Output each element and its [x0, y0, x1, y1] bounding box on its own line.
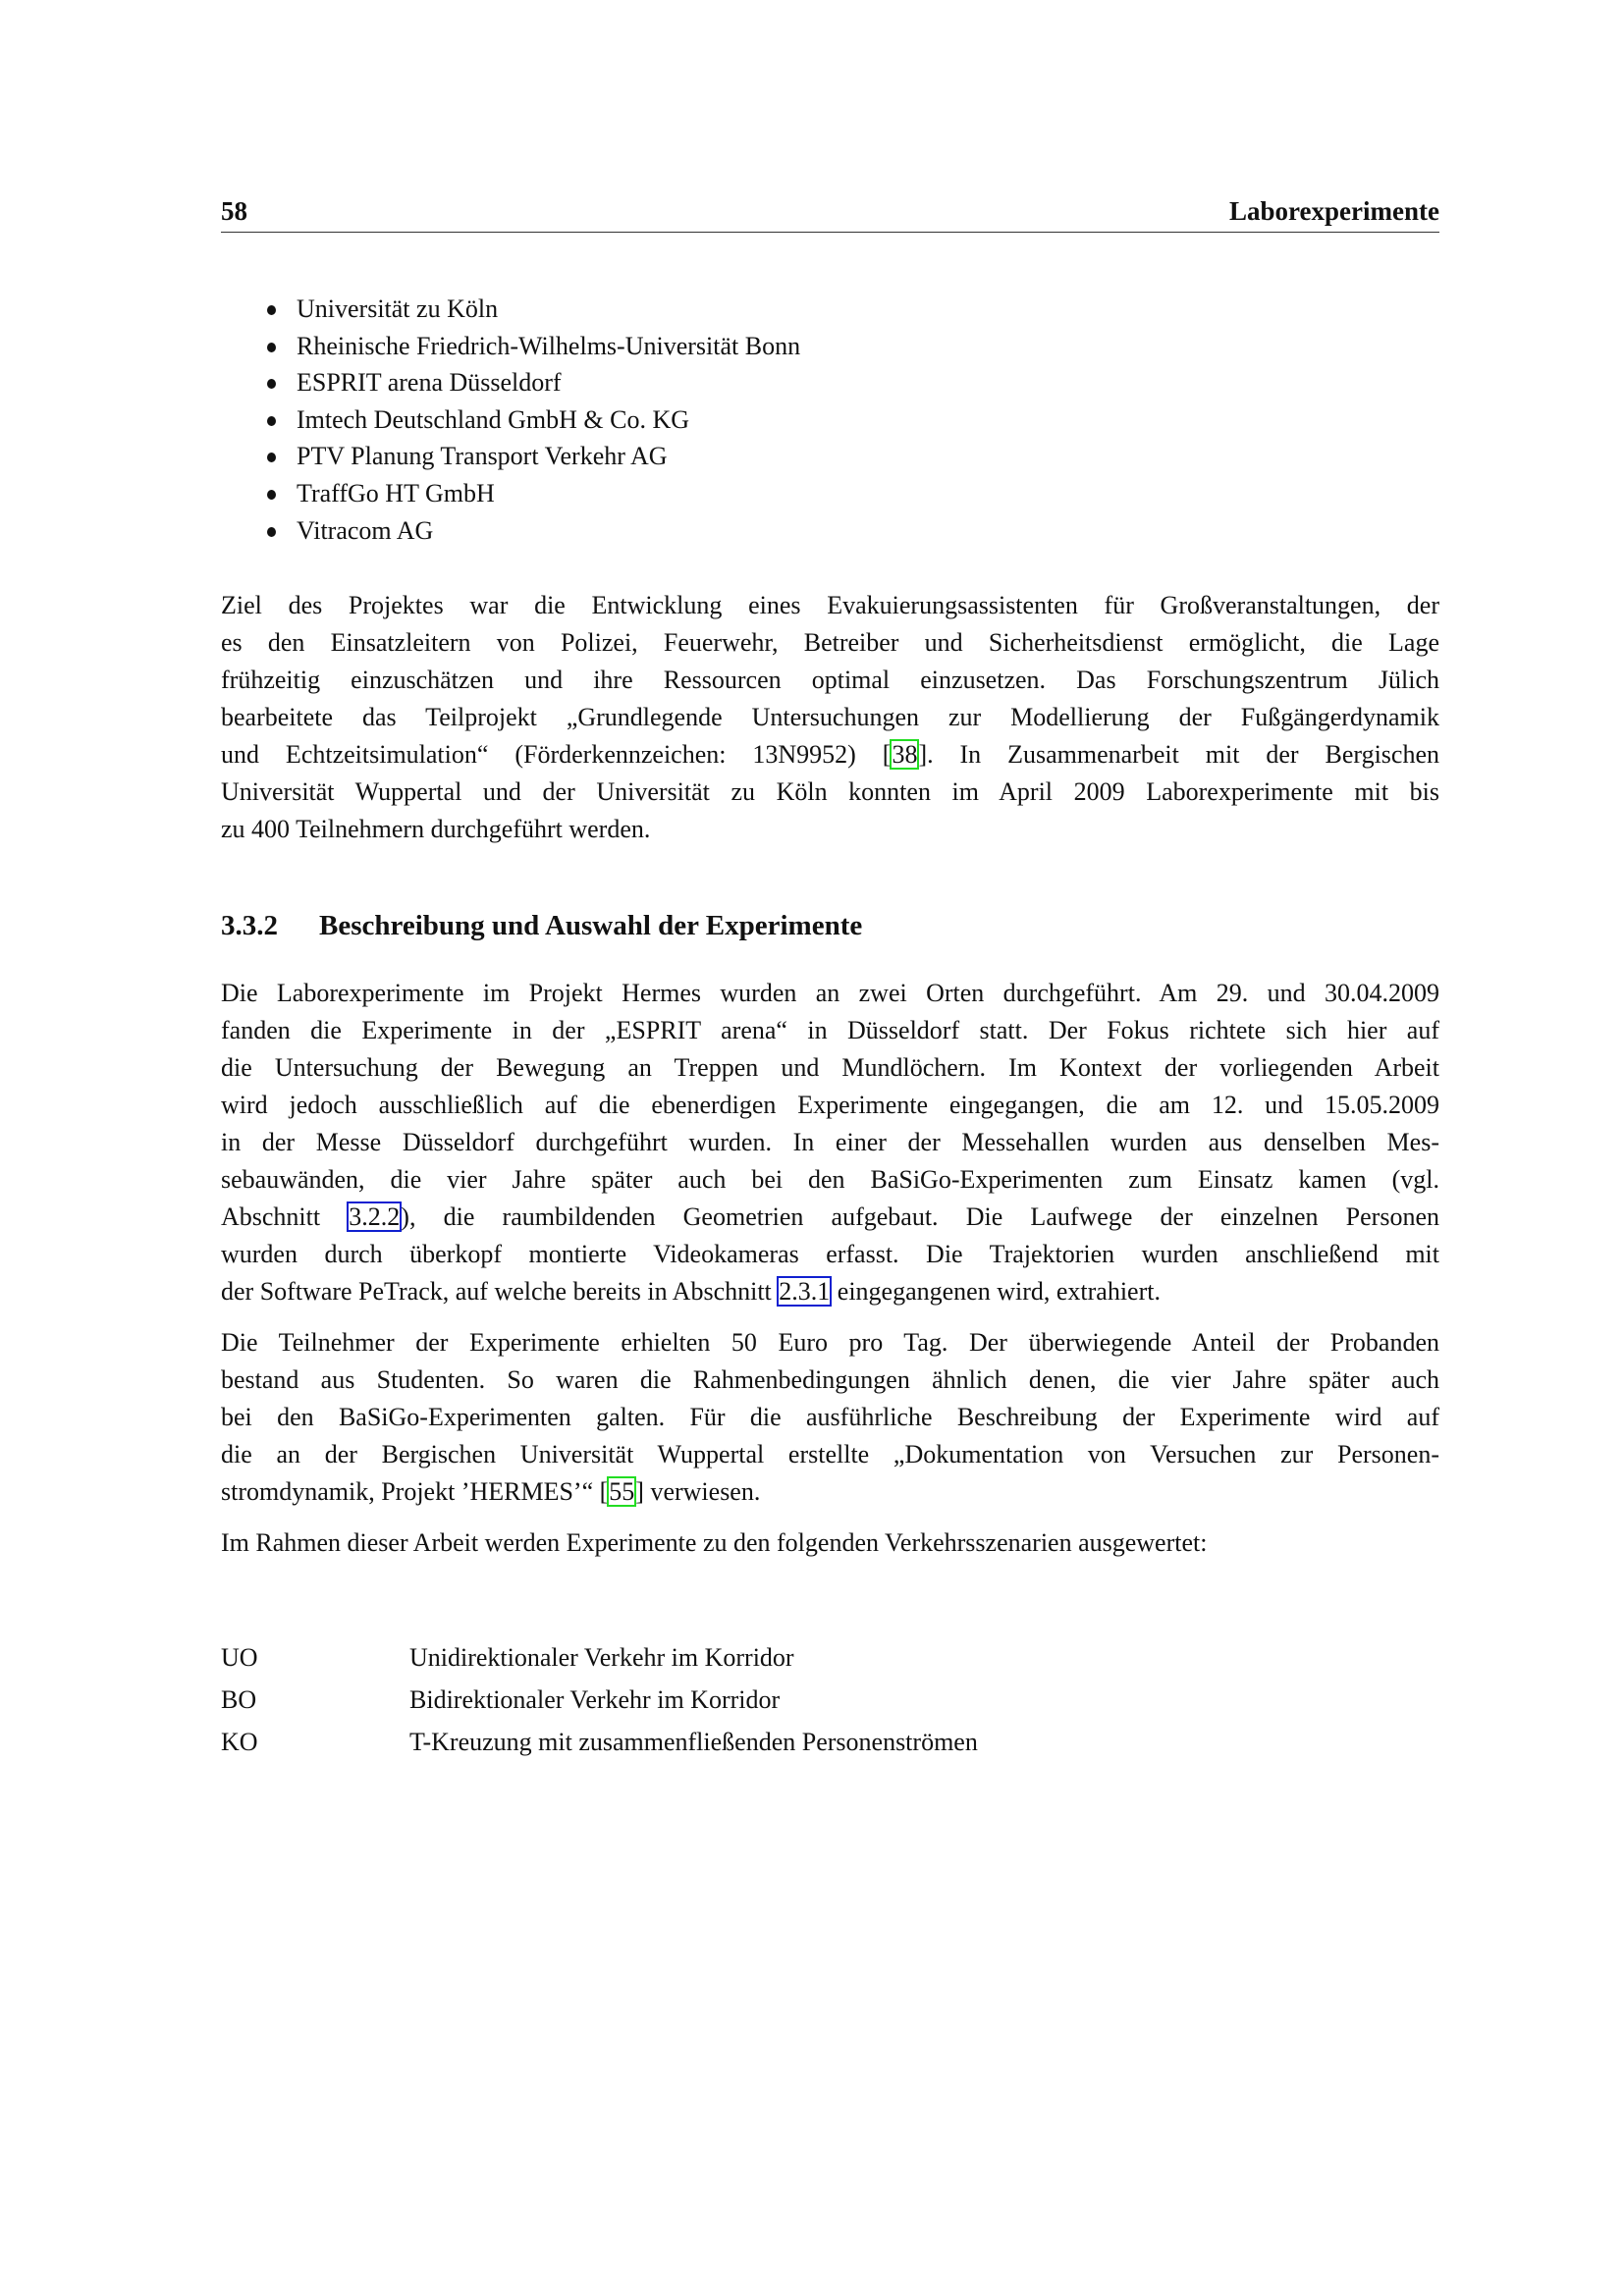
text-segment: ] verwiesen.: [635, 1477, 761, 1506]
text-segment: Universität Wuppertal und der Universität zu Köln konnten im April 2009 Laborexperimente mit bis: [221, 777, 1439, 806]
text-segment: bestand aus Studenten. So waren die Rahmenbedingungen ähnlich denen, die vier Jahre später auch: [221, 1365, 1439, 1394]
text-line: [221, 1161, 1439, 1199]
scenario-row: [221, 1636, 1439, 1679]
running-header: [221, 194, 1439, 233]
text-line: [221, 624, 1439, 662]
text-segment: in der Messe Düsseldorf durchgeführt wurden. In einer der Messehallen wurden aus denselben Mes-: [221, 1128, 1439, 1156]
text-line: [221, 1124, 1439, 1161]
text-segment: die an der Bergischen Universität Wuppertal erstellte „Dokumentation von Versuchen zur Personen-: [221, 1440, 1439, 1468]
text-line: [221, 774, 1439, 811]
text-segment: stromdynamik, Projekt ’HERMES’“ [: [221, 1477, 609, 1506]
chapter-title: Laborexperimente: [1229, 196, 1439, 226]
page-number: 58: [221, 196, 247, 226]
text-segment: Die Teilnehmer der Experimente erhielten 50 Euro pro Tag. Der überwiegende Anteil der Probanden: [221, 1328, 1439, 1357]
text-segment: die Untersuchung der Bewegung an Treppen und Mundlöchern. Im Kontext der vorliegenden Arbeit: [221, 1053, 1439, 1082]
text-segment: Im Rahmen dieser Arbeit werden Experimente zu den folgenden Verkehrsszenarien ausgewertet:: [221, 1528, 1208, 1557]
text-line: [221, 1012, 1439, 1049]
section-link[interactable]: 2.3.1: [779, 1277, 831, 1306]
text-segment: und Echtzeitsimulation“ (Förderkennzeichen: 13N9952) [: [221, 740, 892, 769]
text-segment: sebauwänden, die vier Jahre später auch bei den BaSiGo-Experimenten zum Einsatz kamen (vgl.: [221, 1165, 1439, 1194]
text-segment: Abschnitt: [221, 1202, 349, 1231]
text-line: [221, 1473, 1439, 1511]
list-item: PTV Planung Transport Verkehr AG: [263, 438, 1482, 475]
text-segment: zu 400 Teilnehmern durchgeführt werden.: [221, 815, 651, 843]
scenario-description: Bidirektionaler Verkehr im Korridor: [409, 1685, 781, 1714]
text-segment: der Software PeTrack, auf welche bereits in Abschnitt: [221, 1277, 779, 1306]
partner-list: [263, 291, 1482, 549]
section-link[interactable]: 3.2.2: [349, 1202, 401, 1231]
scenario-description: Unidirektionaler Verkehr im Korridor: [409, 1643, 794, 1672]
citation-link[interactable]: 55: [609, 1477, 635, 1506]
scenario-abbr: UO: [221, 1643, 258, 1672]
text-segment: bearbeitete das Teilprojekt „Grundlegende Untersuchungen zur Modellierung der Fußgängerdynamik: [221, 703, 1439, 731]
text-line: [221, 1436, 1439, 1473]
text-segment: eingegangenen wird, extrahiert.: [831, 1277, 1161, 1306]
text-segment: Ziel des Projektes war die Entwicklung eines Evakuierungsassistenten für Großveranstaltungen, der: [221, 591, 1439, 619]
paragraph-experiments: [221, 975, 1439, 1310]
section-heading: [221, 908, 1439, 943]
scenario-list: [221, 1636, 1439, 1763]
text-segment: frühzeitig einzuschätzen und ihre Ressourcen optimal einzusetzen. Das Forschungszentrum Jülich: [221, 666, 1439, 694]
list-item: TraffGo HT GmbH: [263, 475, 1482, 512]
section-number: 3.3.2: [221, 910, 278, 941]
list-item: Rheinische Friedrich-Wilhelms-Universität Bonn: [263, 328, 1482, 365]
text-line: [221, 662, 1439, 699]
text-segment: ]. In Zusammenarbeit mit der Bergischen: [918, 740, 1439, 769]
text-segment: bei den BaSiGo-Experimenten galten. Für die ausführliche Beschreibung der Experimente wird auf: [221, 1403, 1439, 1431]
scenario-description: T-Kreuzung mit zusammenfließenden Personenströmen: [409, 1728, 978, 1756]
text-line: [221, 1324, 1439, 1362]
paragraph-scenarios-intro: [221, 1524, 1439, 1562]
text-line: [221, 736, 1439, 774]
scenario-row: [221, 1721, 1439, 1763]
scenario-abbr: BO: [221, 1685, 257, 1714]
section-title: Beschreibung und Auswahl der Experimente: [319, 910, 863, 941]
text-segment: ), die raumbildenden Geometrien aufgebaut. Die Laufwege der einzelnen Personen: [401, 1202, 1439, 1231]
list-item: ESPRIT arena Düsseldorf: [263, 364, 1482, 401]
text-line: [221, 811, 1439, 848]
list-item: Vitracom AG: [263, 512, 1482, 550]
scenario-row: [221, 1679, 1439, 1721]
text-segment: es den Einsatzleitern von Polizei, Feuerwehr, Betreiber und Sicherheitsdienst ermöglicht, die Lage: [221, 628, 1439, 657]
text-segment: wurden durch überkopf montierte Videokameras erfasst. Die Trajektorien wurden anschließend mit: [221, 1240, 1439, 1268]
text-line: [221, 1362, 1439, 1399]
text-line: [221, 1524, 1439, 1562]
text-line: [221, 1199, 1439, 1236]
text-segment: fanden die Experimente in der „ESPRIT arena“ in Düsseldorf statt. Der Fokus richtete sich hier auf: [221, 1016, 1439, 1044]
text-line: [221, 1399, 1439, 1436]
text-line: [221, 1087, 1439, 1124]
text-line: [221, 1273, 1439, 1310]
text-line: [221, 587, 1439, 624]
text-line: [221, 975, 1439, 1012]
text-segment: wird jedoch ausschließlich auf die ebenerdigen Experimente eingegangen, die am 12. und 15.05.2009: [221, 1091, 1439, 1119]
text-segment: Die Laborexperimente im Projekt Hermes wurden an zwei Orten durchgeführt. Am 29. und 30.04.2009: [221, 979, 1439, 1007]
list-item: Universität zu Köln: [263, 291, 1482, 328]
paragraph-project-goal: [221, 587, 1439, 848]
paragraph-participants: [221, 1324, 1439, 1511]
text-line: [221, 1049, 1439, 1087]
text-line: [221, 699, 1439, 736]
text-line: [221, 1236, 1439, 1273]
list-item: Imtech Deutschland GmbH & Co. KG: [263, 401, 1482, 439]
scenario-abbr: KO: [221, 1728, 258, 1756]
citation-link[interactable]: 38: [892, 740, 918, 769]
